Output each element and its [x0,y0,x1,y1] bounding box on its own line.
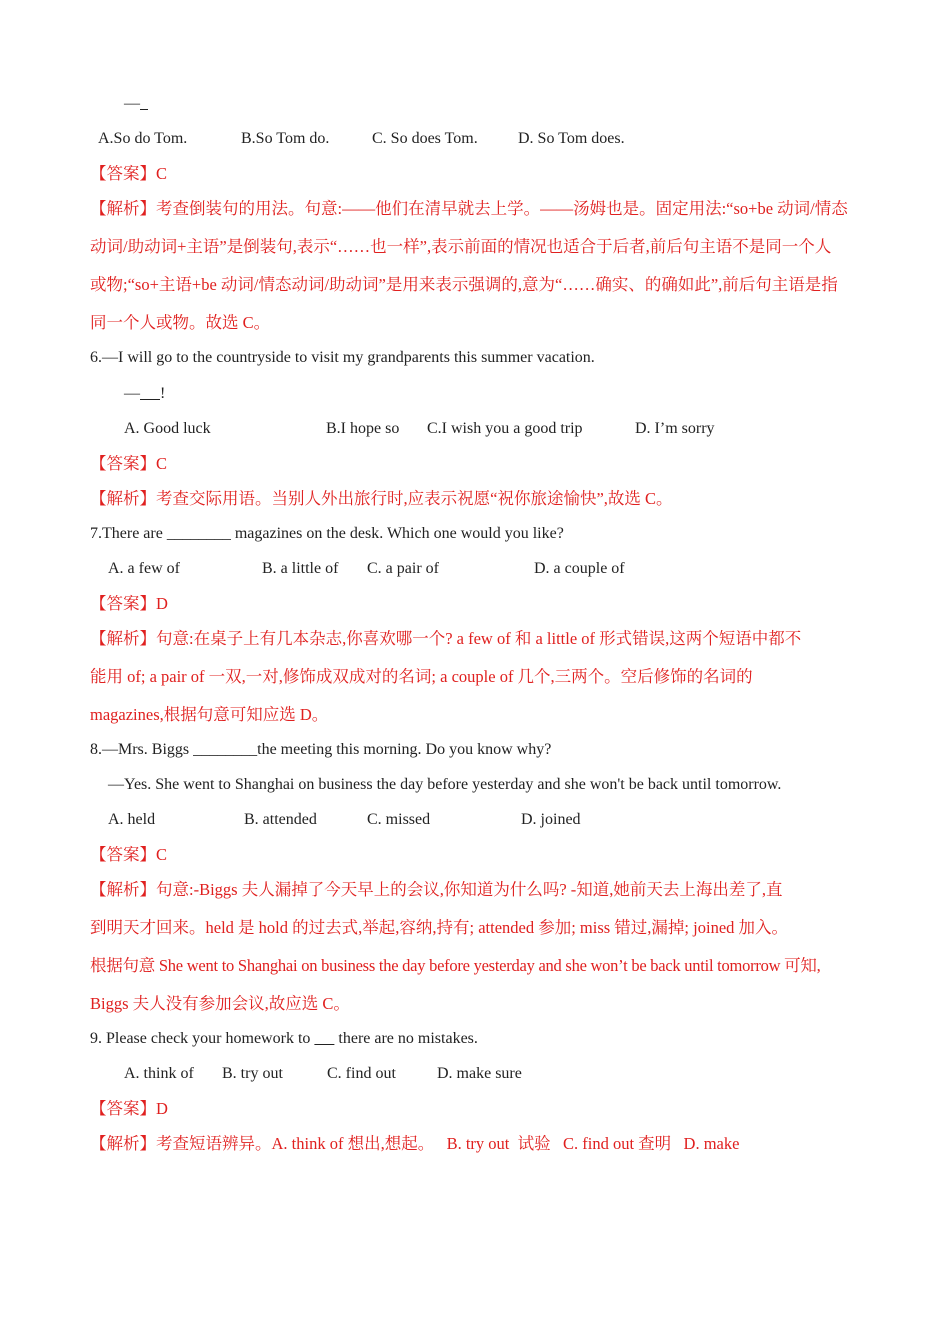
q5-analysis-line: 【解析】考查倒装句的用法。句意:——他们在清早就去上学。——汤姆也是。固定用法:“so+be 动词/情态 [90,199,848,218]
q8-analysis-line: 【解析】句意:-Biggs 夫人漏掉了今天早上的会议,你知道为什么吗? -知道,她前天去上海出差了,直 [90,880,783,899]
q5-reply-blank [140,95,148,112]
q7-option-b: B. a little of [262,560,339,577]
q7-option-a: A. a few of [108,560,180,577]
q8-option-b: B. attended [244,811,317,828]
q9-option-c: C. find out [327,1065,396,1082]
q6-analysis-line: 【解析】考查交际用语。当别人外出旅行时,应表示祝愿“祝你旅途愉快”,故选 C。 [90,489,673,508]
q5-analysis-line: 或物;“so+主语+be 动词/情态动词/助动词”是用来表示强调的,意为“……确实、的确如此”,前后句主语是指 [90,275,838,294]
q8-option-d: D. joined [521,811,581,828]
q6-reply: — ! [124,385,166,402]
q5-option-c: C. So does Tom. [372,130,478,147]
q8-option-a: A. held [108,811,156,828]
q8-analysis-line: Biggs 夫人没有参加会议,故应选 C。 [90,994,350,1013]
q5-analysis-line: 动词/助动词+主语”是倒装句,表示“……也一样”,表示前面的情况也适合于后者,前后句主语不是同一个人 [90,237,832,256]
q6-reply-blank [140,385,160,402]
q7-analysis-line: magazines,根据句意可知应选 D。 [90,705,329,724]
q6-question: 6.—I will go to the countryside to visit my grandparents this summer vacation. [90,349,595,366]
q9-blank [314,1030,334,1047]
q5-analysis-line: 同一个人或物。故选 C。 [90,313,271,332]
q5-option-b: B.So Tom do. [241,130,330,147]
q9-question: 9. Please check your homework to there are no mistakes. [90,1030,478,1047]
q8-reply: —Yes. She went to Shanghai on business the day before yesterday and she won't be back until tomorrow. [108,776,782,793]
q7-option-c: C. a pair of [367,560,439,577]
q6-option-d: D. I’m sorry [635,420,715,437]
q9-option-b: B. try out [222,1065,283,1082]
q5-reply: — [124,94,148,114]
q8-question: 8.—Mrs. Biggs ________the meeting this morning. Do you know why? [90,741,552,758]
q9-answer: 【答案】D [90,1099,168,1118]
q7-analysis-line: 能用 of; a pair of 一双,一对,修饰成双成对的名词; a couple of 几个,三两个。空后修饰的名词的 [90,667,753,686]
q5-option-d: D. So Tom does. [518,130,625,147]
q8-answer: 【答案】C [90,845,168,864]
q8-analysis-line: 到明天才回来。held 是 hold 的过去式,举起,容纳,持有; attended 参加; miss 错过,漏掉; joined 加入。 [90,918,789,937]
q7-question: 7.There are ________ magazines on the desk. Which one would you like? [90,525,564,542]
q7-option-d: D. a couple of [534,560,625,577]
q7-answer: 【答案】D [90,594,168,613]
q5-option-a: A.So do Tom. [98,130,188,147]
q8-analysis-line: 根据句意 She went to Shanghai on business the day before yesterday and she won’t be back until tomorrow 可知, [90,956,821,975]
q8-option-c: C. missed [367,811,431,828]
q9-option-d: D. make sure [437,1065,522,1082]
q7-analysis-line: 【解析】句意:在桌子上有几本杂志,你喜欢哪一个? a few of 和 a little of 形式错误,这两个短语中都不 [90,629,802,648]
q6-answer: 【答案】C [90,454,168,473]
q6-option-c: C.I wish you a good trip [427,420,583,437]
q5-answer: 【答案】C [90,164,168,183]
q6-option-b: B.I hope so [326,420,400,437]
q9-analysis-line: 【解析】考查短语辨异。A. think of 想出,想起。 B. try out 试验 C. find out 查明 D. make [90,1134,740,1153]
q9-option-a: A. think of [124,1065,194,1082]
q6-option-a: A. Good luck [124,420,211,437]
